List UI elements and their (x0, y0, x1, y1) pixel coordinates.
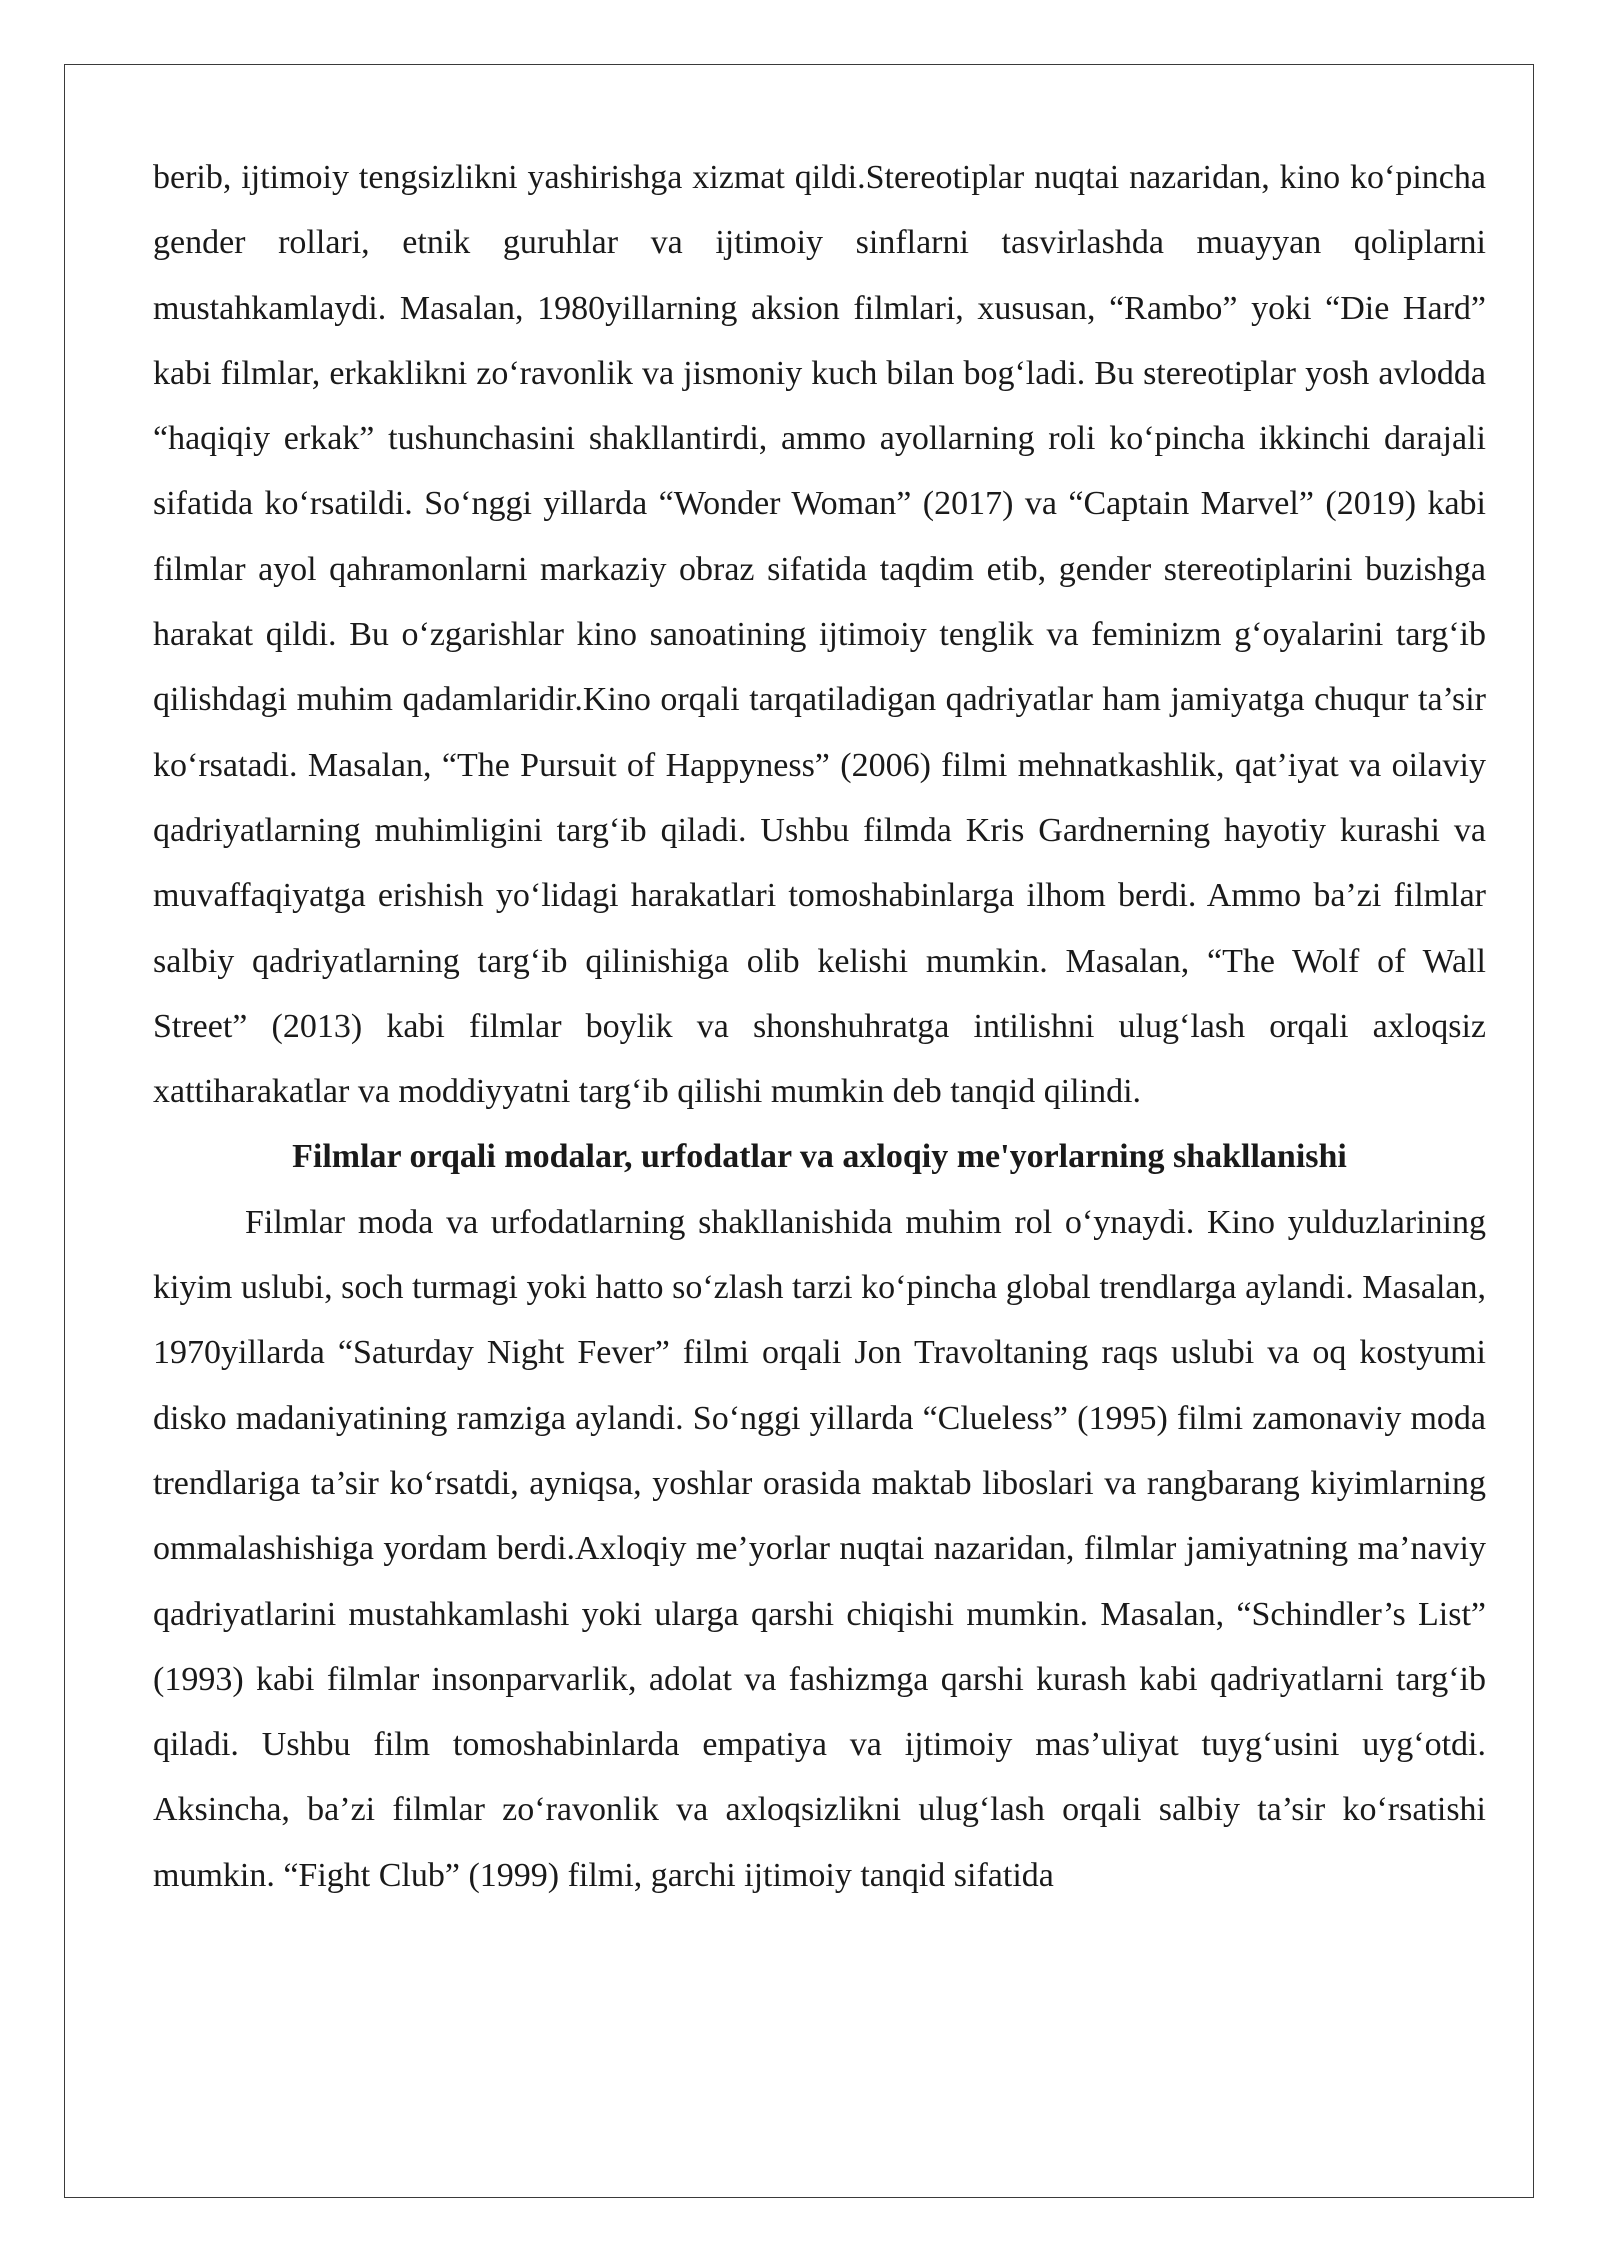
paragraph-fashion-morals: Filmlar moda va urfodatlarning shakllanishida muhim rol o‘ynaydi. Kino yulduzlarining kiyim uslubi, soch turmagi yoki hatto so‘zlash tarzi ko‘pincha global trendlarga aylandi. Masalan, 1970yillarda “Saturday Night Fever” filmi orqali Jon Travoltaning raqs uslubi va oq kostyumi disko madaniyatining ramziga aylandi. So‘nggi yillarda “Clueless” (1995) filmi zamonaviy moda trendlariga ta’sir ko‘rsatdi, ayniqsa, yoshlar orasida maktab liboslari va rangbarang kiyimlarning ommalashishiga yordam berdi.Axloqiy me’yorlar nuqtai nazaridan, filmlar jamiyatning ma’naviy qadriyatlarini mustahkamlashi yoki ularga qarshi chiqishi mumkin. Masalan, “Schindler’s List” (1993) kabi filmlar insonparvarlik, adolat va fashizmga qarshi kurash kabi qadriyatlarni targ‘ib qiladi. Ushbu film tomoshabinlarda empatiya va ijtimoiy mas’uliyat tuyg‘usini uyg‘otdi. Aksincha, ba’zi filmlar zo‘ravonlik va axloqsizlikni ulug‘lash orqali salbiy ta’sir ko‘rsatishi mumkin. “Fight Club” (1999) filmi, garchi ijtimoiy tanqid sifatida (153, 1203, 1486, 1894)
section-heading: Filmlar orqali modalar, urfodatlar va axloqiy me'yorlarning shakllanishi (292, 1138, 1347, 1176)
document-body (153, 145, 1486, 1908)
paragraph-stereotypes-values: berib, ijtimoiy tengsizlikni yashirishga xizmat qildi.Stereotiplar nuqtai nazaridan, kino ko‘pincha gender rollari, etnik guruhlar va ijtimoiy sinflarni tasvirlashda muayyan qoliplarni mustahkamlaydi. Masalan, 1980yillarning aksion filmlari, xususan, “Rambo” yoki “Die Hard” kabi filmlar, erkaklikni zo‘ravonlik va jismoniy kuch bilan bog‘ladi. Bu stereotiplar yosh avlodda “haqiqiy erkak” tushunchasini shakllantirdi, ammo ayollarning roli ko‘pincha ikkinchi darajali sifatida ko‘rsatildi. So‘nggi yillarda “Wonder Woman” (2017) va “Captain Marvel” (2019) kabi filmlar ayol qahramonlarni markaziy obraz sifatida taqdim etib, gender stereotiplarini buzishga harakat qildi. Bu o‘zgarishlar kino sanoatining ijtimoiy tenglik va feminizm g‘oyalarini targ‘ib qilishdagi muhim qadamlaridir.Kino orqali tarqatiladigan qadriyatlar ham jamiyatga chuqur ta’sir ko‘rsatadi. Masalan, “The Pursuit of Happyness” (2006) filmi mehnatkashlik, qat’iyat va oilaviy qadriyatlarning muhimligini targ‘ib qiladi. Ushbu filmda Kris Gardnerning hayotiy kurashi va muvaffaqiyatga erishish yo‘lidagi harakatlari tomoshabinlarga ilhom berdi. Ammo ba’zi filmlar salbiy qadriyatlarning targ‘ib qilinishiga olib kelishi mumkin. Masalan, “The Wolf of Wall Street” (2013) kabi filmlar boylik va shonshuhratga intilishni ulug‘lash orqali axloqsiz xattiharakatlar va moddiyyatni targ‘ib qilishi mumkin deb tanqid qilindi. (153, 159, 1486, 1111)
